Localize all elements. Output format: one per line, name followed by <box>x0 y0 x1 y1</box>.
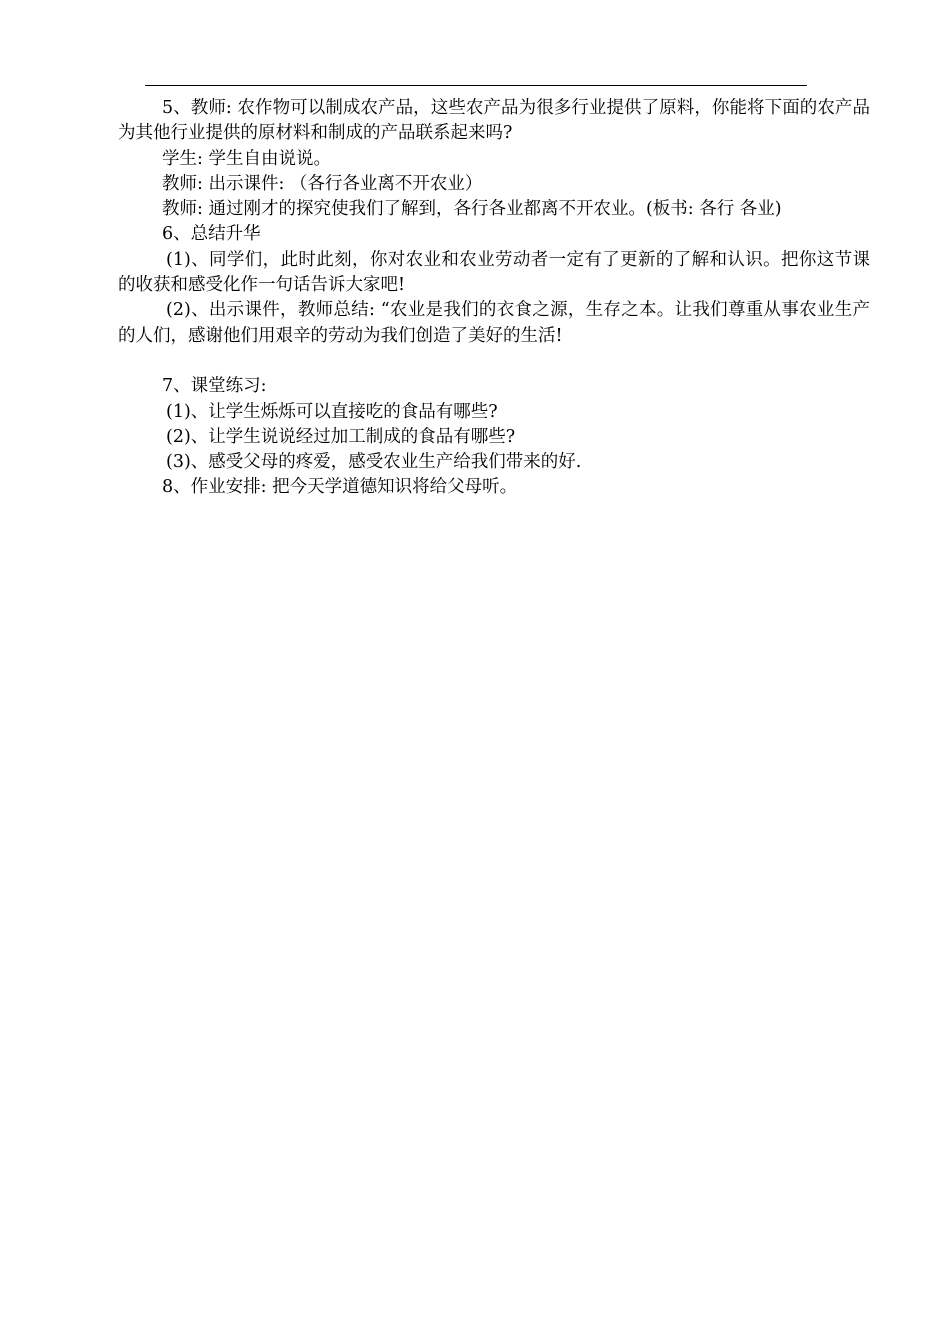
paragraph-summary-1: (1)、同学们，此时此刻，你对农业和农业劳动者一定有了更新的了解和认识。把你这节课的收获和感受化作一句话告诉大家吧! <box>118 249 870 296</box>
paragraph-teacher-courseware: 教师: 出示课件: （各行各业离不开农业） <box>162 173 483 194</box>
paragraph-homework: 8、作业安排: 把今天学道德知识将给父母听。 <box>162 477 518 498</box>
heading-summary: 6、总结升华 <box>162 224 261 245</box>
exercise-item-3: (3)、感受父母的疼爱，感受农业生产给我们带来的好. <box>166 452 582 473</box>
document-body <box>118 96 870 501</box>
paragraph-student-talk: 学生: 学生自由说说。 <box>162 148 331 169</box>
paragraph-teacher-summary: 教师: 通过刚才的探究使我们了解到，各行各业都离不开农业。(板书: 各行 各业) <box>162 199 782 220</box>
blank-line <box>118 349 870 374</box>
exercise-item-1: (1)、让学生烁烁可以直接吃的食品有哪些? <box>166 401 498 422</box>
header-rule <box>145 85 807 86</box>
paragraph-summary-2: (2)、出示课件，教师总结: “农业是我们的衣食之源，生存之本。让我们尊重从事农业生产的人们，感谢他们用艰辛的劳动为我们创造了美好的生活! <box>118 300 870 346</box>
exercise-item-2: (2)、让学生说说经过加工制成的食品有哪些? <box>166 426 516 447</box>
paragraph-teacher-products: 5、教师: 农作物可以制成农产品，这些农产品为很多行业提供了原料，你能将下面的农产品为其他行业提供的原材料和制成的产品联系起来吗? <box>118 98 870 144</box>
heading-exercises: 7、课堂练习: <box>162 376 267 397</box>
